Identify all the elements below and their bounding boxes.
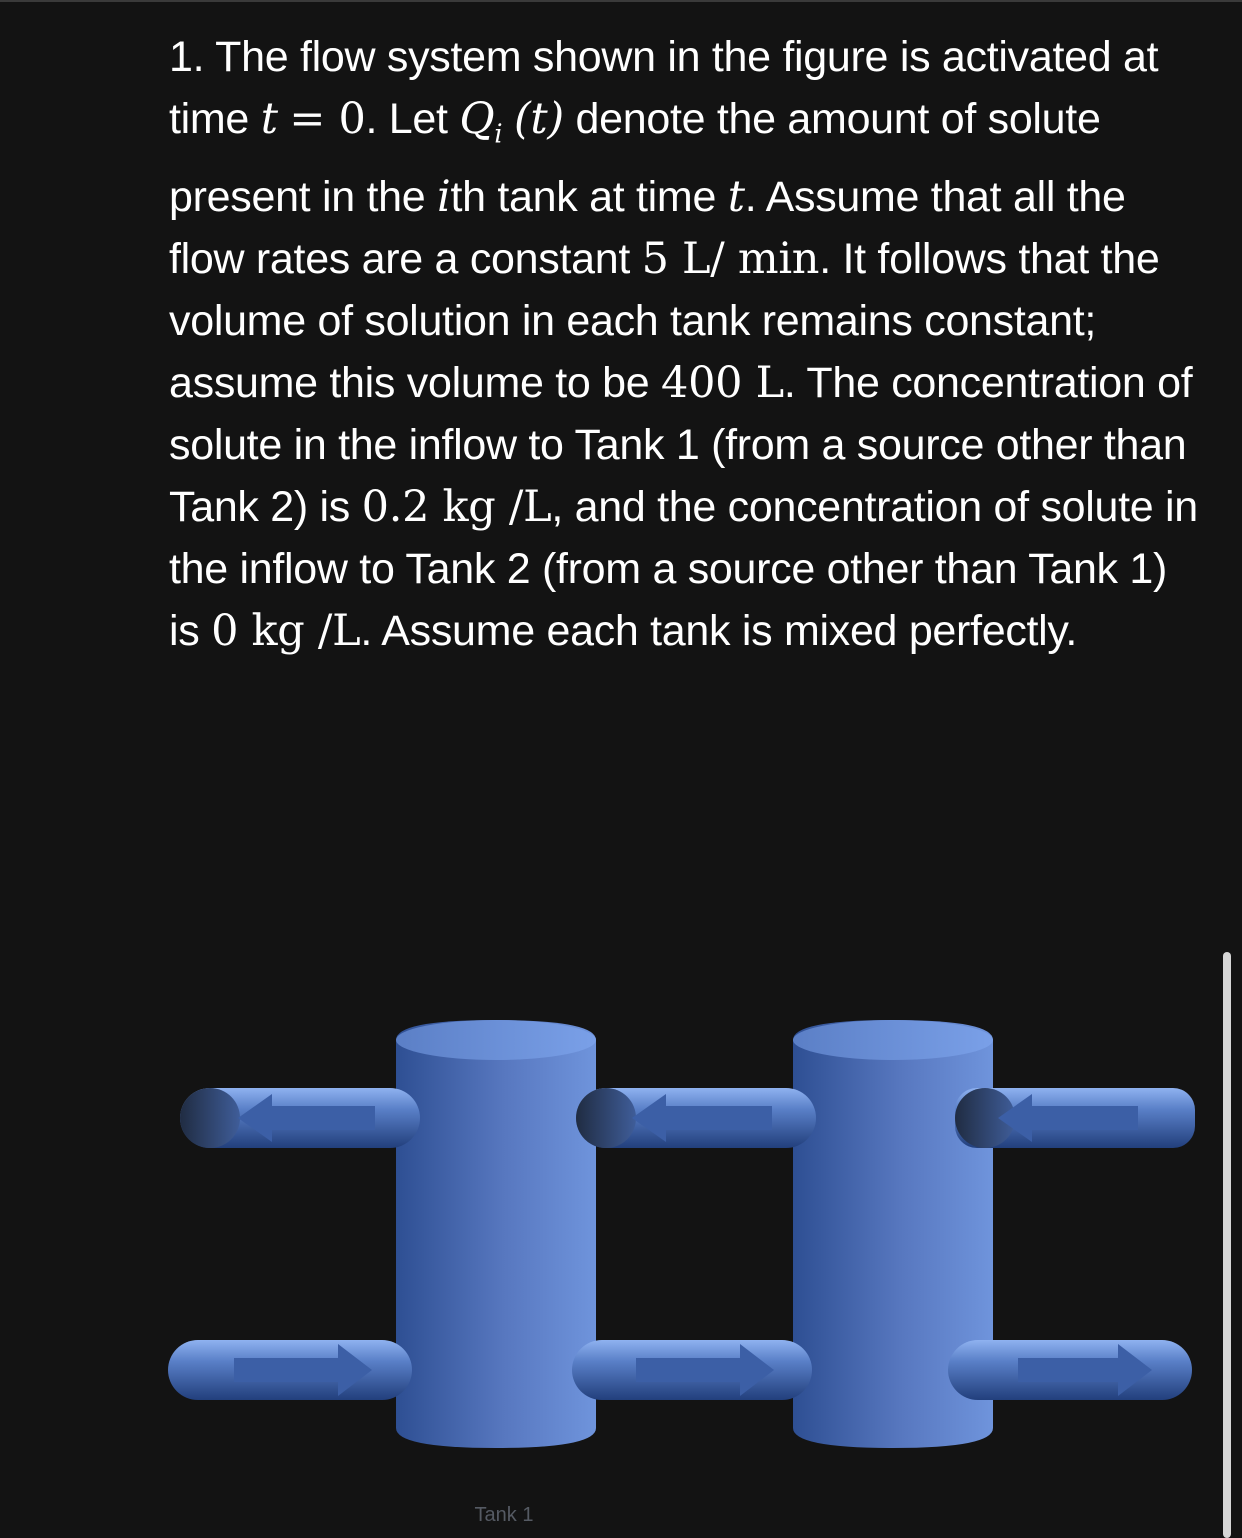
tank-flow-figure [0,990,1242,1538]
math-t-paren: (t) [513,94,564,144]
math-q: Q [459,94,495,144]
math-flow-rate: 5 L/ min [641,233,820,284]
math-i: i [437,171,451,222]
math-volume: 400 L [661,357,784,408]
problem-text-7: . The concentration of solute in the inflow to Tank 1 (from a source other than Tank 2) is [169,358,1193,531]
problem-number: 1. [169,33,205,81]
problem-text-5: . Assume that all the flow rates are a constant [169,172,1126,283]
problem-text-3: denote the amount of solute present in the [169,95,1101,221]
tank-1 [396,1020,596,1448]
problem-text-2: . Let [365,95,448,143]
problem-text-4: th tank at time [450,172,717,221]
problem-text-1: The flow system shown in the figure is activated at time [169,33,1159,143]
pipe-tank1-to-tank2 [572,1340,812,1400]
math-t: t [260,94,278,144]
pipe-outflow-right [948,1340,1192,1400]
problem-text-9: . Assume each tank is mixed perfectly. [360,606,1078,655]
problem-text-6: . It follows that the volume of solution in each tank remains constant; assume this volume to be [169,234,1160,407]
top-border [0,0,1242,2]
problem-statement [169,26,1209,662]
pipe-tank2-to-tank1 [576,1088,816,1148]
math-equals-zero: = 0 [289,94,366,144]
math-concentration-2: 0 kg /L [211,605,361,656]
problem-text-8: , and the concentration of solute in the inflow to Tank 2 (from a source other than Tank 1) is [169,482,1198,655]
pipe-outflow-left [180,1088,420,1148]
math-concentration-1: 0.2 kg /L [361,481,552,532]
pipe-inflow-tank1 [168,1340,412,1400]
math-t-2: t [727,171,745,222]
tank-1-label: Tank 1 [474,1504,534,1526]
scrollbar[interactable] [1223,952,1231,1538]
pipe-inflow-tank2 [955,1088,1195,1148]
math-subscript-i: i [494,119,503,150]
